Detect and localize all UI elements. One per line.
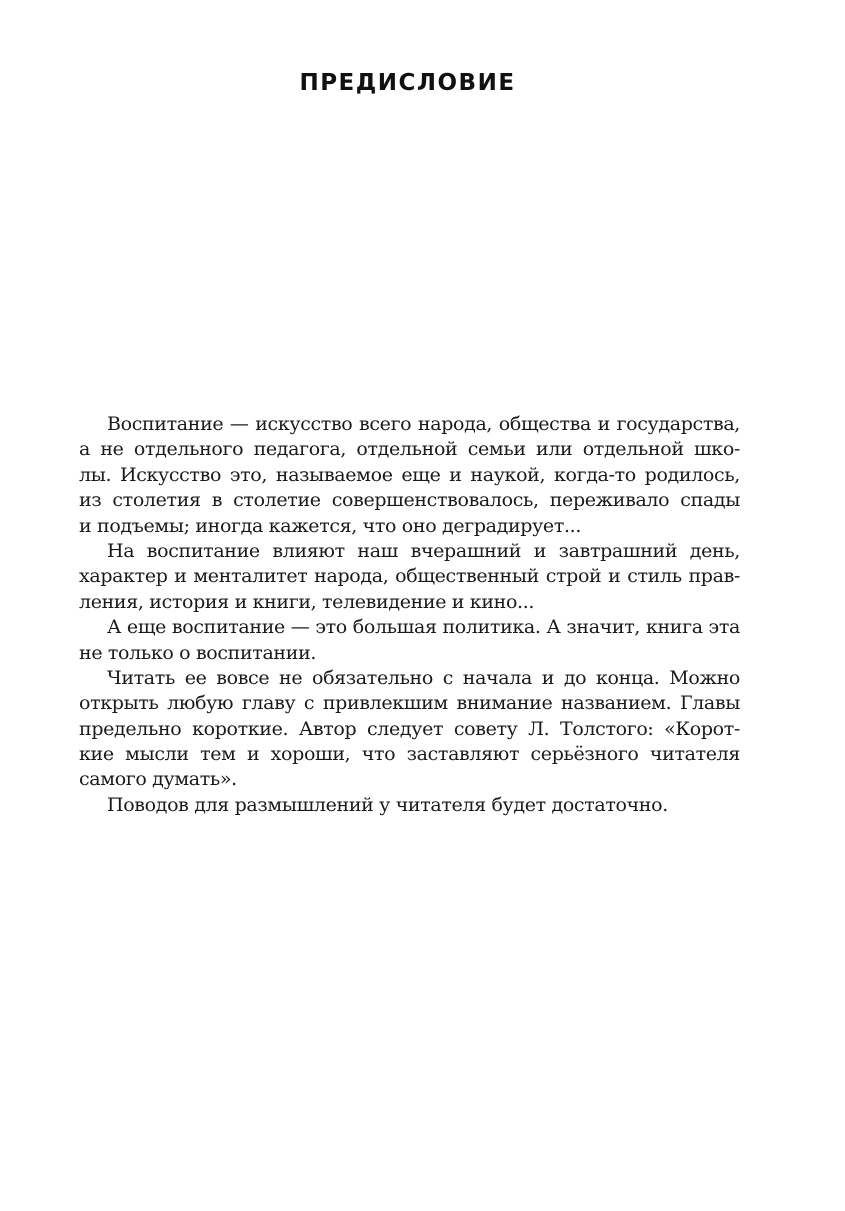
text-line: самого думать». <box>79 768 237 791</box>
text-line: и подъемы; иногда кажется, что оно деградирует... <box>79 514 582 537</box>
text-line: Поводов для размышлений у читателя будет достаточно. <box>107 793 668 816</box>
text-line: характер и менталитет народа, общественный строй и стиль прав- <box>79 565 740 588</box>
text-line: Читать ее вовсе не обязательно с начала и до конца. Можно <box>107 666 740 689</box>
paragraph-4 <box>79 666 740 793</box>
text-line: ления, история и книги, телевидение и кино... <box>79 590 535 613</box>
paragraph-3 <box>79 615 740 666</box>
text-line: открыть любую главу с привлекшим внимание названием. Главы <box>79 692 740 715</box>
text-line: а не отдельного педагога, отдельной семьи или отдельной шко- <box>79 438 740 461</box>
text-line: не только о воспитании. <box>79 641 317 664</box>
text-line: из столетия в столетие совершенствовалось, переживало спады <box>79 489 740 512</box>
paragraph-2 <box>79 539 740 615</box>
paragraph-5 <box>79 793 740 818</box>
text-line: Воспитание — искусство всего народа, общества и государства, <box>107 413 740 435</box>
text-line: кие мысли тем и хороши, что заставляют серьёзного читателя <box>79 743 740 766</box>
paragraph-1 <box>79 412 740 539</box>
text-line: А еще воспитание — это большая политика. А значит, книга эта <box>107 616 740 639</box>
text-line: лы. Искусство это, называемое еще и наукой, когда-то родилось, <box>79 463 740 486</box>
preface-body <box>79 412 740 818</box>
text-line: предельно короткие. Автор следует совету Л. Толстого: «Корот- <box>79 717 740 740</box>
page-title: ПРЕДИСЛОВИЕ <box>299 70 516 96</box>
text-line: На воспитание влияют наш вчерашний и завтрашний день, <box>107 539 740 562</box>
